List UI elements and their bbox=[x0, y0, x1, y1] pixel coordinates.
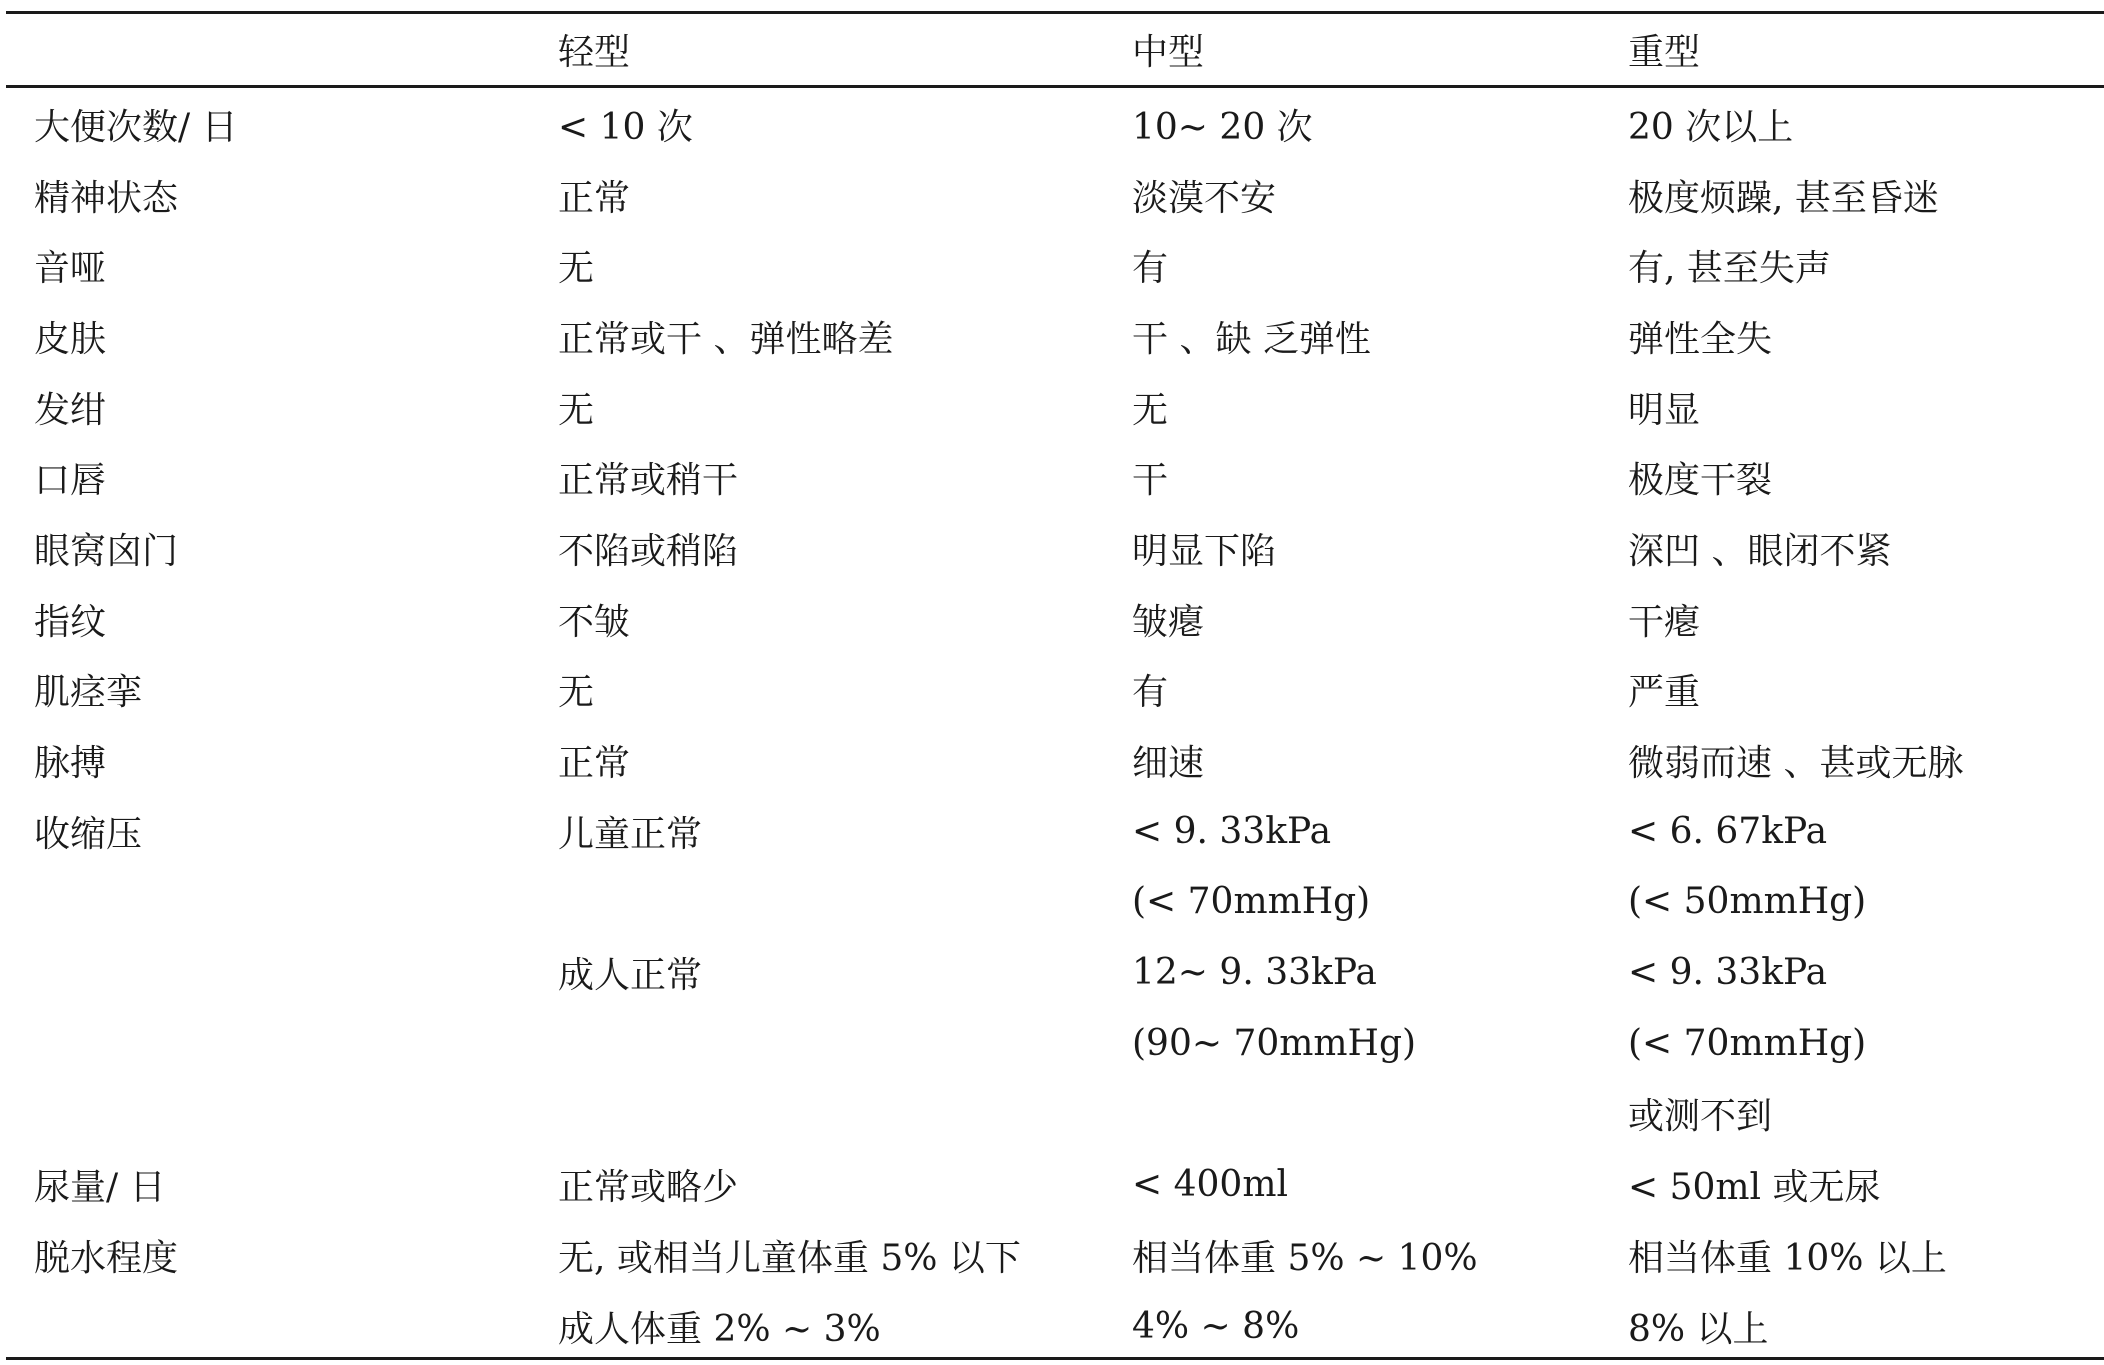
severe-cell: < 6. 67kPa bbox=[1628, 810, 1828, 852]
moderate-cell: 有 bbox=[1132, 672, 1169, 714]
table-row bbox=[6, 796, 2104, 867]
mild-cell: 不陷或稍陷 bbox=[558, 530, 739, 572]
mild-cell: 不皱 bbox=[558, 601, 631, 643]
severe-cell: 20 次以上 bbox=[1628, 106, 1794, 148]
mild-cell: 正常或干 、弹性略差 bbox=[558, 318, 894, 360]
row-label-cell: 口唇 bbox=[34, 460, 107, 502]
severe-cell: 干瘪 bbox=[1628, 601, 1701, 643]
table-row bbox=[6, 584, 2104, 655]
severe-cell: 8% 以上 bbox=[1628, 1308, 1769, 1350]
moderate-cell: 细速 bbox=[1132, 743, 1205, 785]
table-row bbox=[6, 301, 2104, 372]
moderate-cell: 10~ 20 次 bbox=[1132, 106, 1313, 148]
severe-cell: 严重 bbox=[1628, 672, 1701, 714]
mild-cell: 正常或略少 bbox=[558, 1167, 739, 1209]
mild-cell: < 10 次 bbox=[558, 106, 693, 148]
severe-cell: < 50ml 或无尿 bbox=[1628, 1167, 1881, 1209]
mild-cell: 正常或稍干 bbox=[558, 460, 739, 502]
moderate-cell: 皱瘪 bbox=[1132, 601, 1205, 643]
header-cell-item bbox=[6, 14, 530, 85]
moderate-cell: 无 bbox=[1132, 389, 1169, 431]
mild-cell bbox=[530, 1079, 1104, 1150]
table-row bbox=[6, 160, 2104, 231]
mild-cell: 无 bbox=[558, 672, 595, 714]
row-label-cell: 精神状态 bbox=[34, 177, 179, 219]
table-row bbox=[6, 85, 2104, 160]
mild-cell bbox=[530, 867, 1104, 938]
severe-cell: 或测不到 bbox=[1628, 1096, 1773, 1138]
table-row bbox=[6, 513, 2104, 584]
dehydration-severity-table bbox=[6, 0, 2104, 1365]
moderate-cell: < 9. 33kPa bbox=[1132, 810, 1332, 852]
row-label-cell bbox=[6, 937, 530, 1008]
row-label-cell: 指纹 bbox=[34, 601, 107, 643]
row-label-cell bbox=[6, 1079, 530, 1150]
severe-cell: 明显 bbox=[1628, 389, 1701, 431]
severe-cell: 极度干裂 bbox=[1628, 460, 1773, 502]
table-body bbox=[6, 85, 2104, 1361]
table-row bbox=[6, 442, 2104, 513]
moderate-cell: < 400ml bbox=[1132, 1164, 1288, 1206]
header-cell-moderate: 中型 bbox=[1132, 32, 1205, 73]
table-row bbox=[6, 725, 2104, 796]
row-label-cell: 大便次数/ 日 bbox=[34, 106, 238, 148]
row-label-cell: 眼窝囟门 bbox=[34, 530, 179, 572]
severe-cell: 相当体重 10% 以上 bbox=[1628, 1237, 1947, 1279]
severe-cell: 极度烦躁, 甚至昏迷 bbox=[1628, 177, 1939, 219]
mild-cell: 正常 bbox=[558, 177, 631, 219]
row-label-cell: 脉搏 bbox=[34, 743, 107, 785]
table-row bbox=[6, 1008, 2104, 1079]
severe-cell: (< 50mmHg) bbox=[1628, 881, 1867, 923]
header-cell-severe: 重型 bbox=[1628, 32, 1701, 73]
mild-cell: 成人体重 2% ~ 3% bbox=[558, 1308, 881, 1350]
table-row bbox=[6, 655, 2104, 726]
table-row bbox=[6, 1220, 2104, 1291]
row-label-cell: 发绀 bbox=[34, 389, 107, 431]
row-label-cell: 脱水程度 bbox=[34, 1237, 179, 1279]
severe-cell: 有, 甚至失声 bbox=[1628, 248, 1831, 290]
table-header-row bbox=[6, 14, 2104, 85]
mild-cell: 成人正常 bbox=[558, 955, 703, 997]
table-row bbox=[6, 937, 2104, 1008]
table-row bbox=[6, 230, 2104, 301]
table-row bbox=[6, 867, 2104, 938]
mild-cell: 无, 或相当儿童体重 5% 以下 bbox=[558, 1237, 1021, 1279]
table-row bbox=[6, 372, 2104, 443]
row-label-cell bbox=[6, 1008, 530, 1079]
table-row bbox=[6, 1149, 2104, 1220]
moderate-cell bbox=[1104, 1079, 1600, 1150]
row-label-cell bbox=[6, 867, 530, 938]
row-label-cell: 皮肤 bbox=[34, 318, 107, 360]
row-label-cell: 肌痉挛 bbox=[34, 672, 143, 714]
severity-table bbox=[6, 14, 2104, 1361]
moderate-cell: (90~ 70mmHg) bbox=[1132, 1022, 1417, 1064]
row-label-cell bbox=[6, 1291, 530, 1362]
table-row bbox=[6, 1079, 2104, 1150]
moderate-cell: (< 70mmHg) bbox=[1132, 881, 1371, 923]
mild-cell: 儿童正常 bbox=[558, 813, 703, 855]
severe-cell: 深凹 、眼闭不紧 bbox=[1628, 530, 1892, 572]
severe-cell: 微弱而速 、甚或无脉 bbox=[1628, 743, 1964, 785]
row-label-cell: 收缩压 bbox=[34, 813, 143, 855]
table-row bbox=[6, 1291, 2104, 1362]
severe-cell: (< 70mmHg) bbox=[1628, 1022, 1867, 1064]
moderate-cell: 干 、缺 乏弹性 bbox=[1132, 318, 1371, 360]
row-label-cell: 尿量/ 日 bbox=[34, 1167, 166, 1209]
mild-cell: 无 bbox=[558, 248, 595, 290]
moderate-cell: 相当体重 5% ~ 10% bbox=[1132, 1237, 1478, 1279]
moderate-cell: 淡漠不安 bbox=[1132, 177, 1277, 219]
moderate-cell: 明显下陷 bbox=[1132, 530, 1277, 572]
mild-cell bbox=[530, 1008, 1104, 1079]
moderate-cell: 干 bbox=[1132, 460, 1169, 502]
moderate-cell: 4% ~ 8% bbox=[1132, 1305, 1300, 1347]
header-cell-mild: 轻型 bbox=[558, 32, 631, 73]
mild-cell: 无 bbox=[558, 389, 595, 431]
moderate-cell: 有 bbox=[1132, 248, 1169, 290]
moderate-cell: 12~ 9. 33kPa bbox=[1132, 952, 1377, 994]
severe-cell: < 9. 33kPa bbox=[1628, 952, 1828, 994]
mild-cell: 正常 bbox=[558, 743, 631, 785]
severe-cell: 弹性全失 bbox=[1628, 318, 1773, 360]
row-label-cell: 音哑 bbox=[34, 248, 107, 290]
